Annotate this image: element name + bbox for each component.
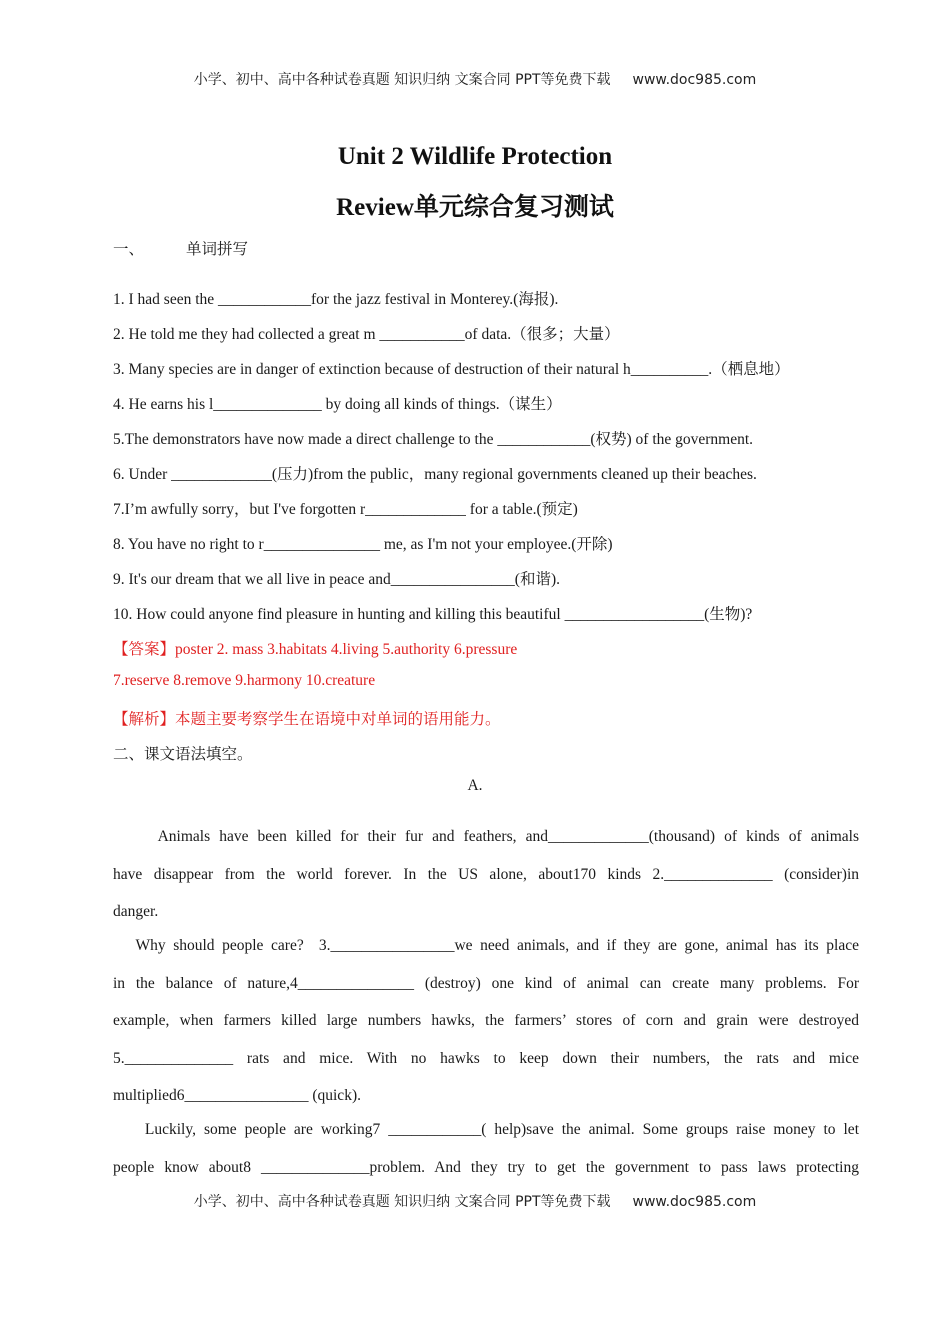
passage-line: example, when farmers killed large numbers hawks, the farmers’ stores of corn and grain were destroyed [113, 1012, 859, 1029]
page-header [0, 69, 950, 89]
passage-paragraph-2 [113, 927, 859, 1115]
passage-line: 5.______________ rats and mice. With no hawks to keep down their numbers, the rats and mice [113, 1049, 859, 1067]
analysis-label: 【解析】 [113, 711, 176, 728]
answer-label: 【答案】 [113, 641, 176, 658]
question-item: 8. You have no right to r_______________ me, as I'm not your employee.(开除) [113, 536, 613, 553]
title-line-2: Review单元综合复习测试 [336, 194, 614, 221]
question-item: 6. Under _____________(压力)from the public，many regional governments cleaned up their beaches. [113, 466, 757, 483]
analysis-text: 本题主要考察学生在语境中对单词的语用能力。 [175, 711, 501, 728]
question-item: 10. How could anyone find pleasure in hunting and killing this beautiful __________________(生物)? [113, 606, 753, 623]
footer-text: 小学、初中、高中各种试卷真题 知识归纳 文案合同 PPT等免费下载 [193, 1194, 611, 1210]
question-item: 9. It's our dream that we all live in peace and________________(和谐). [113, 571, 561, 588]
question-item: 1. I had seen the ____________for the jazz festival in Monterey.(海报). [113, 291, 559, 308]
section1-heading [113, 237, 248, 259]
section1-heading-text: 单词拼写 [186, 241, 249, 258]
passage-line: multiplied6________________ (quick). [113, 1087, 361, 1104]
footer-url[interactable]: www.doc985.com [632, 1194, 757, 1210]
passage-paragraph-3 [113, 1111, 859, 1186]
passage-paragraph-1 [113, 818, 859, 931]
question-item: 5.The demonstrators have now made a direct challenge to the ____________(权势) of the government. [113, 431, 754, 448]
header-url[interactable]: www.doc985.com [632, 72, 757, 88]
answer-text-1: poster 2. mass 3.habitats 4.living 5.authority 6.pressure [175, 641, 518, 658]
title-line-1: Unit 2 Wildlife Protection [337, 143, 613, 170]
answer-line-1 [113, 637, 517, 659]
question-item: 2. He told me they had collected a great m ___________of data.（很多；大量） [113, 326, 620, 343]
analysis-line [113, 707, 501, 729]
passage-line: have disappear from the world forever. In the US alone, about170 kinds 2.______________ (consider)in [113, 865, 859, 883]
section2-heading: 二、课文语法填空。 [113, 746, 253, 763]
answer-line-2: 7.reserve 8.remove 9.harmony 10.creature [113, 672, 376, 689]
question-item: 3. Many species are in danger of extinction because of destruction of their natural h__________.（栖息地） [113, 361, 790, 378]
passage-line: people know about8 ______________problem. And they try to get the government to pass laws protecting [113, 1158, 859, 1176]
question-item: 7.I’m awfully sorry，but I've forgotten r_____________ for a table.(预定) [113, 501, 578, 518]
header-text: 小学、初中、高中各种试卷真题 知识归纳 文案合同 PPT等免费下载 [193, 72, 611, 88]
question-item: 4. He earns his l______________ by doing all kinds of things.（谋生） [113, 396, 562, 413]
section1-heading-num: 一、 [113, 241, 145, 258]
passage-line: Why should people care? 3.________________we need animals, and if they are gone, animal has its place [113, 937, 859, 954]
passage-line: in the balance of nature,4_______________ (destroy) one kind of animal can create many problems. For [113, 974, 859, 992]
passage-line: danger. [113, 903, 159, 920]
passage-line: Luckily, some people are working7 ____________( help)save the animal. Some groups raise money to let [113, 1121, 859, 1138]
section2-subheading: A. [467, 777, 483, 794]
passage-line: Animals have been killed for their fur and feathers, and_____________(thousand) of kinds of animals [113, 828, 859, 845]
page-footer [0, 1191, 950, 1211]
